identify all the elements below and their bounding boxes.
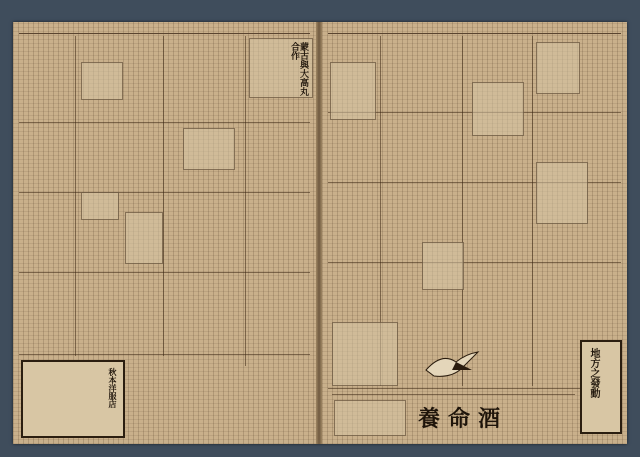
right-lower-box [332, 322, 398, 386]
left-col-box-3 [125, 212, 163, 264]
right-side-ad-title: 地方之發動 [588, 348, 599, 398]
left-col-box-1 [81, 62, 123, 100]
tailor-shop-name: 秋本洋服店 [108, 368, 118, 408]
newspaper-spread [13, 22, 627, 444]
left-col-box-2 [183, 128, 235, 170]
right-box-1 [330, 62, 376, 120]
crane-illustration [422, 344, 482, 382]
top-news-headline: 蒙古與大高丸合作 [289, 42, 308, 96]
yomeishu-ad-brand: 養命酒 [418, 406, 509, 432]
right-box-3 [536, 42, 580, 94]
left-masthead [19, 26, 310, 34]
right-box-4 [536, 162, 588, 224]
tailor-shop-ad [21, 360, 125, 438]
left-page [13, 22, 316, 444]
left-col-box-4 [81, 192, 119, 220]
bottom-ad-box-left [334, 400, 406, 436]
right-box-2 [472, 82, 524, 136]
right-side-ad [580, 340, 622, 434]
right-page [322, 22, 627, 444]
right-masthead [328, 26, 621, 34]
right-box-5 [422, 242, 464, 290]
